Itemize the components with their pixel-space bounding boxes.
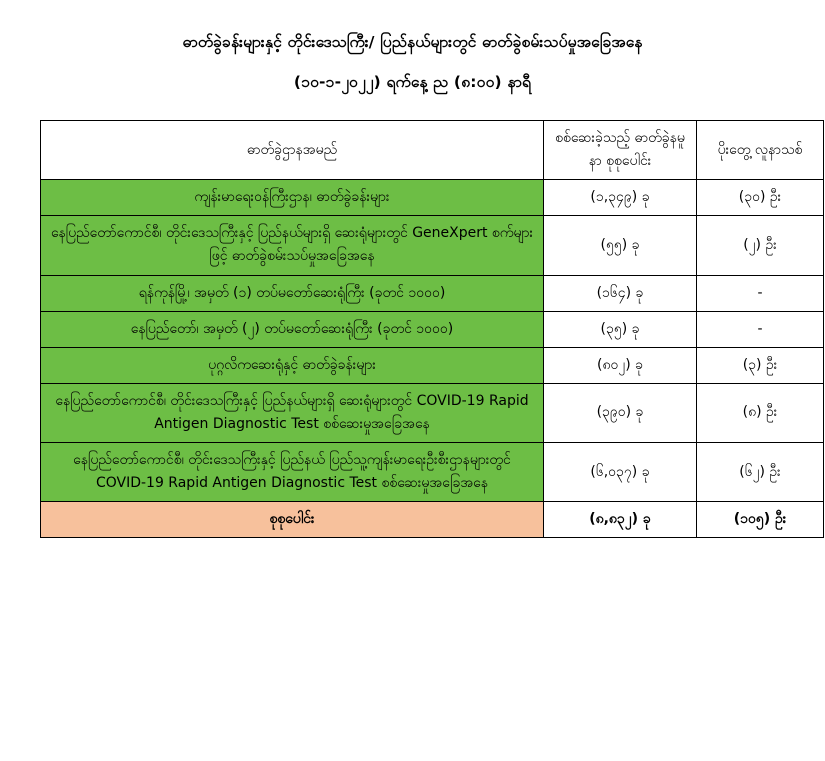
title-line-1: ဓာတ်ခွဲခန်းများနှင့် တိုင်းဒေသကြီး/ ပြည်နယ်များတွင် ဓာတ်ခွဲစမ်းသပ်မှုအခြေအနေ [182,33,643,51]
cell-total-positive: (၁၀၅) ဦး [697,502,824,538]
cell-lab-name: နေပြည်တော်ကောင်စီ၊ တိုင်းဒေသကြီးနှင့် ပြည်နယ်များရှိ ဆေးရုံများတွင် GeneXpert စက်များဖြင့် ဓာတ်ခွဲစမ်းသပ်မှုအခြေအနေ [41,216,544,275]
column-header-new-positive: ပိုးတွေ့ လူနာသစ် [697,121,824,180]
cell-new-positive: - [697,311,824,347]
cell-samples-tested: (၅၅) ခု [544,216,697,275]
cell-new-positive: (၃) ဦး [697,347,824,383]
cell-lab-name: နေပြည်တော်ကောင်စီ၊ တိုင်းဒေသကြီးနှင့် ပြည်နယ်များရှိ ဆေးရုံများတွင် COVID-19 Rapid Antigen Diagnostic Test စစ်ဆေးမှုအခြေအနေ [41,383,544,442]
table-row [41,275,824,311]
cell-samples-tested: (၁၆၄) ခု [544,275,697,311]
cell-samples-tested: (၃၉၀) ခု [544,383,697,442]
cell-lab-name: နေပြည်တော်ကောင်စီ၊ တိုင်းဒေသကြီးနှင့် ပြည်နယ် ပြည်သူ့ကျန်းမာရေးဦးစီးဌာနများတွင် COVID-19 Rapid Antigen Diagnostic Test စစ်ဆေးမှုအခြေအနေ [41,442,544,501]
cell-total-tested: (၈,၈၃၂) ခု [544,502,697,538]
table-row [41,442,824,501]
title-line-2: (၁၀-၁-၂၀၂၂) ရက်နေ့ ည (၈:၀၀) နာရီ [293,73,532,92]
table-row [41,180,824,216]
table-header-row [41,121,824,180]
column-header-lab-name: ဓာတ်ခွဲဌာနအမည် [41,121,544,180]
cell-new-positive: (၈) ဦး [697,383,824,442]
cell-lab-name: ရန်ကုန်မြို့၊ အမှတ် (၁) တပ်မတော်ဆေးရုံကြီး (ခုတင် ၁၀၀၀) [41,275,544,311]
table-header [41,121,824,180]
table-row [41,216,824,275]
cell-new-positive: - [697,275,824,311]
cell-lab-name: ကျန်းမာရေးဝန်ကြီးဌာန၊ ဓာတ်ခွဲခန်းများ [41,180,544,216]
column-header-samples-tested: စစ်ဆေးခဲ့သည့် ဓာတ်ခွဲနမူနာ စုစုပေါင်း [544,121,697,180]
cell-new-positive: (၃၀) ဦး [697,180,824,216]
cell-samples-tested: (၆,၀၃၇) ခု [544,442,697,501]
document-title [40,30,785,94]
cell-new-positive: (၆၂) ဦး [697,442,824,501]
table-row [41,383,824,442]
table-total-row [41,502,824,538]
table-body [41,180,824,538]
cell-total-label: စုစုပေါင်း [41,502,544,538]
cell-samples-tested: (၃၅) ခု [544,311,697,347]
lab-testing-table [40,120,824,538]
table-row [41,311,824,347]
cell-samples-tested: (၈၀၂) ခု [544,347,697,383]
cell-samples-tested: (၁,၃၄၉) ခု [544,180,697,216]
cell-lab-name: နေပြည်တော်၊ အမှတ် (၂) တပ်မတော်ဆေးရုံကြီး (ခုတင် ၁၀၀၀) [41,311,544,347]
table-row [41,347,824,383]
cell-lab-name: ပုဂ္ဂလိကဆေးရုံနှင့် ဓာတ်ခွဲခန်းများ [41,347,544,383]
cell-new-positive: (၂) ဦး [697,216,824,275]
